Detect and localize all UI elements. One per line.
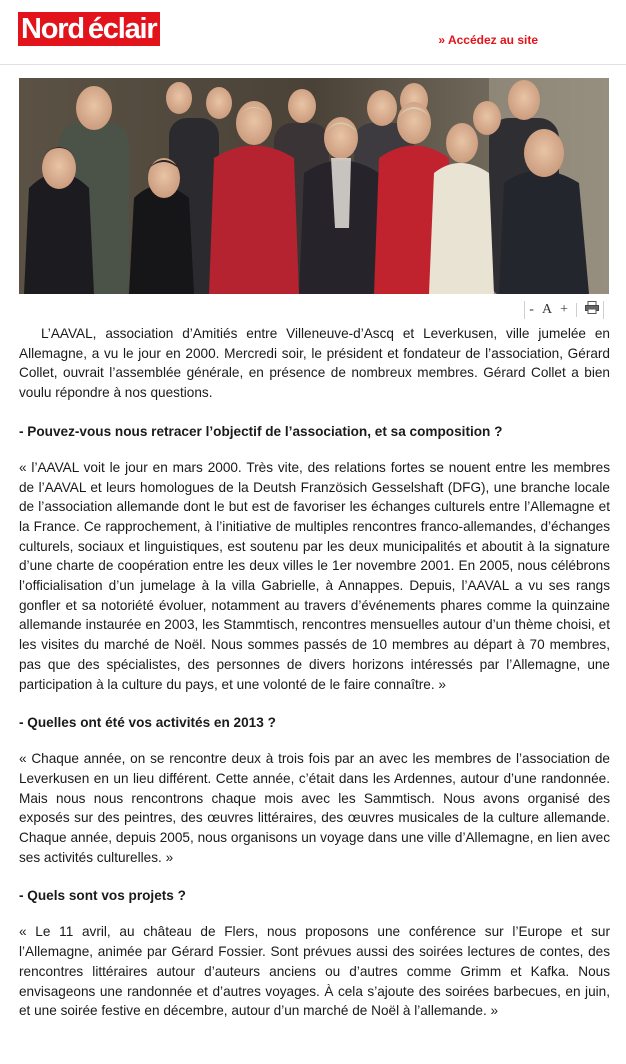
article-body bbox=[19, 324, 610, 1040]
decrease-font-button[interactable]: - bbox=[529, 302, 534, 317]
group-photo-image bbox=[19, 78, 609, 294]
article-intro: L’AAVAL, association d’Amitiés entre Villeneuve-d’Ascq et Leverkusen, ville jumelée en Allemagne, a vu le jour en 2000. Mercredi soir, le président et fondateur de l’association, Gérard Collet, ouvrait l’assemblée générale, en présence de nombreux membres. Gérard Collet a bien voulu répondre à nos questions. bbox=[19, 326, 610, 401]
question-1: - Pouvez-vous nous retracer l’objectif de l’association, et sa composition ? bbox=[19, 423, 503, 439]
answer-3: « Le 11 avril, au château de Flers, nous proposons une conférence sur l’Europe et sur l’Allemagne, animée par Gérard Fossier. Sont prévues aussi des soirées lectures de contes, des rencontres littéraires autour d’auteurs anciens ou d’autres comme Grimm et Kafka. Nous envisageons une randonnée et d’autres voyages. À cela s’ajoute des soirées barbecues, en juin, et une soirée festive en décembre, autour d’un marché de Noël à l’allemande. » bbox=[19, 924, 610, 1019]
site-header bbox=[0, 0, 626, 65]
printer-icon[interactable] bbox=[585, 301, 599, 319]
article-tools bbox=[524, 301, 604, 319]
increase-font-button[interactable]: + bbox=[560, 302, 568, 317]
group-photo bbox=[19, 78, 609, 294]
tools-divider bbox=[576, 303, 577, 317]
question-2: - Quelles ont été vos activités en 2013 ? bbox=[19, 715, 276, 731]
question-3: - Quels sont vos projets ? bbox=[19, 888, 186, 904]
answer-2: « Chaque année, on se rencontre deux à trois fois par an avec les membres de l’association de Leverkusen en un lieu différent. Cette année, c’était dans les Ardennes, autour d’une randonnée. Mais nous nous rencontrons chaque mois avec les Sammtisch. Nous avons organisé des exposés sur des peintres, des œuvres littéraires, des œuvres musicales de la culture allemande. Chaque année, depuis 2005, nous organisons un voyage dans une ville d’Allemagne, en lien avec ses activités culturelles. » bbox=[19, 751, 610, 865]
nordeclair-logo[interactable] bbox=[18, 12, 160, 46]
font-size-label: A bbox=[541, 302, 553, 317]
logo-word-nord: Nord bbox=[21, 13, 84, 45]
logo-word-eclair: éclair bbox=[87, 13, 157, 45]
answer-1: « l’AAVAL voit le jour en mars 2000. Très vite, des relations fortes se nouent entre les membres de l’AAVAL et leurs homologues de la Deutsh Französich Gesselshaft (DFG), une branche locale de l’association allemande dont le but est de favoriser les échanges culturels entre l’Allemagne et la France. Ce rapprochement, à l’initiative de multiples rencontres franco-allemandes, d’échanges culturels, sociaux et linguistiques, est soutenu par les deux municipalités et aboutit à la signature d’une charte de coopération entre les deux villes le 1er novembre 2001. En 2005, nous célébrons l’officialisation d’un jumelage à la villa Gabrielle, à Annappes. Depuis, l’AAVAL a vu ses rangs gonfler et sa notoriété évoluer, notamment au travers d’événements phares comme la quinzaine allemande instaurée en 2003, les Stammtisch, rencontres mensuelles autour d’un thème choisi, et les visites du marché de Noël. Nous sommes passés de 10 membres au départ à 70 membres, pas que des spécialistes, des personnes de divers horizons intéressés par l’Allemagne, une participation à la culture du pays, et une volonté de le faire connaître. » bbox=[19, 459, 610, 692]
access-site-link[interactable]: » Accédez au site bbox=[438, 33, 538, 47]
